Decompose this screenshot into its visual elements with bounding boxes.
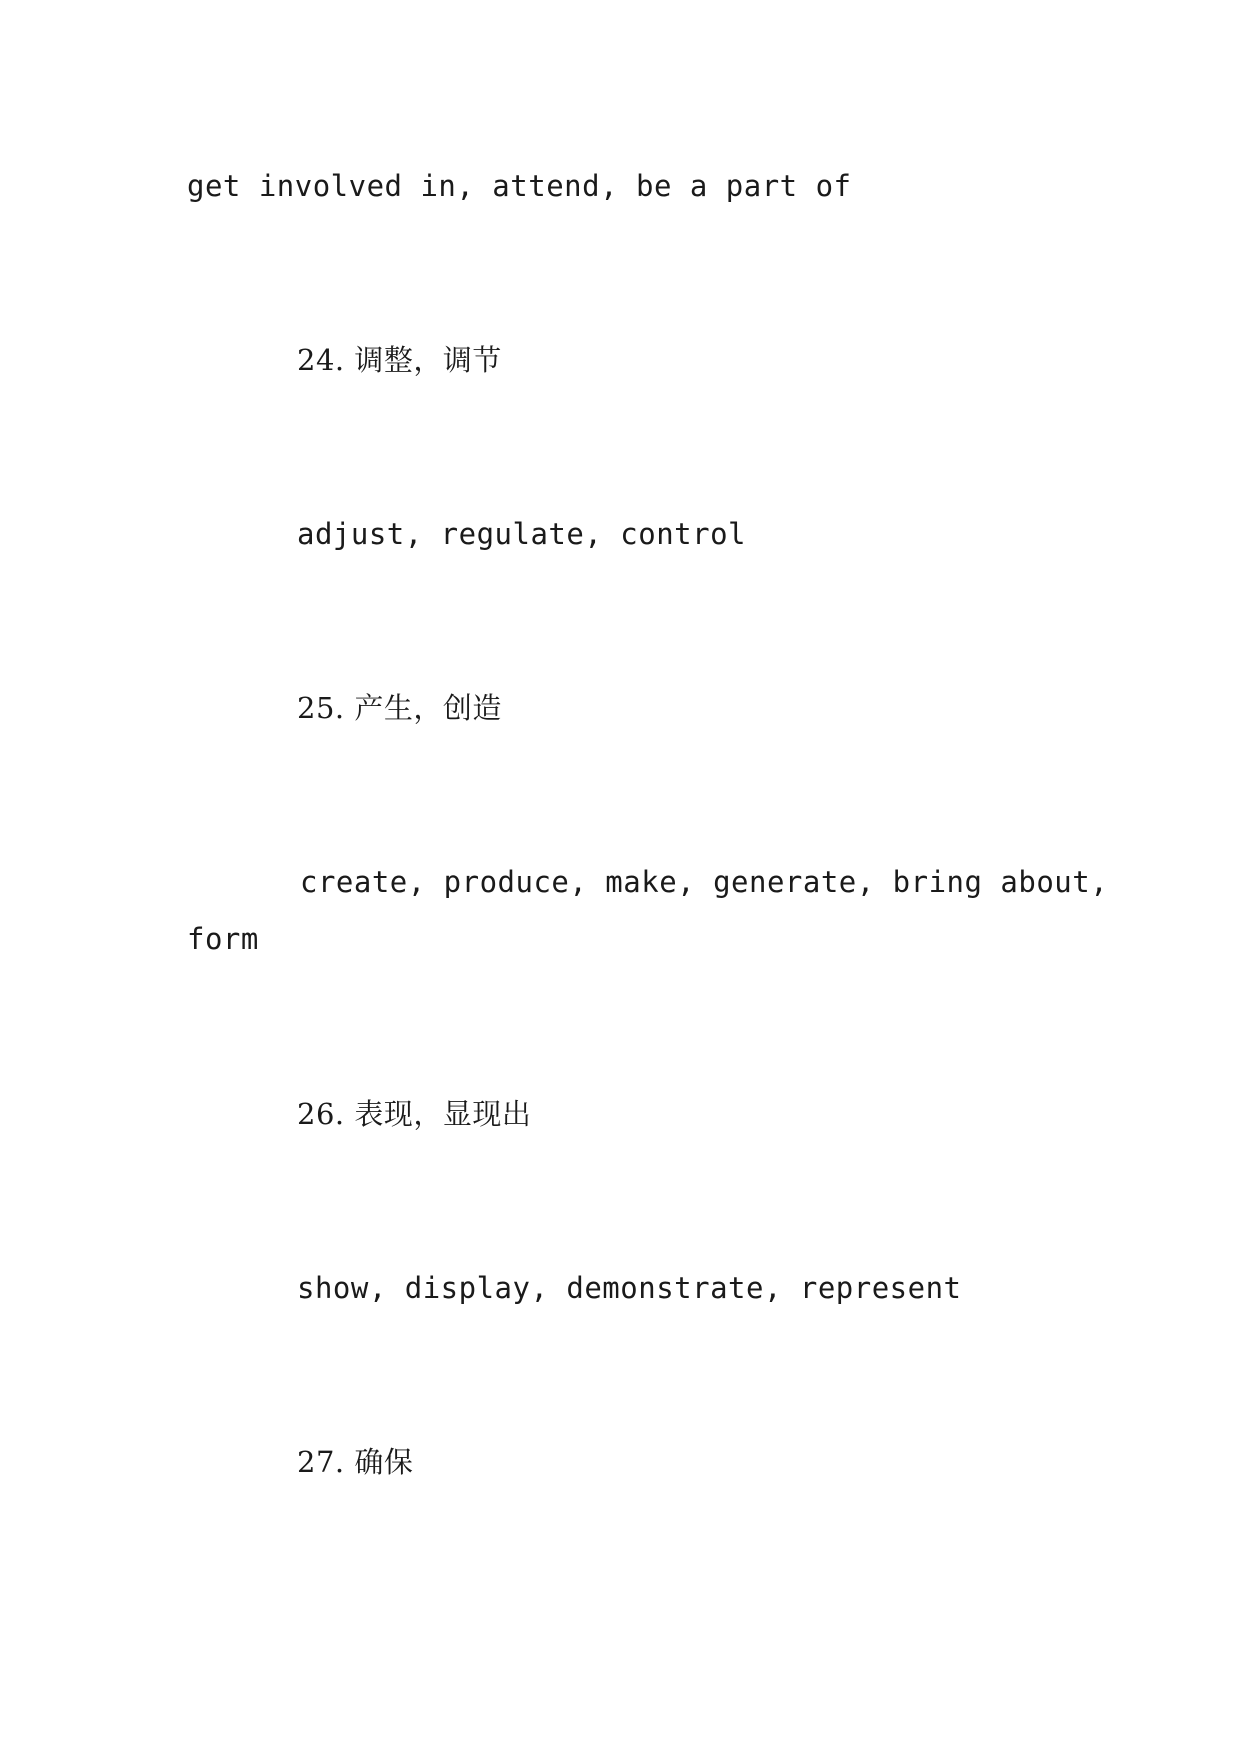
synonym-line: create, produce, make, generate, bring about, [300,865,1109,899]
synonym-line-continued: form [187,922,259,956]
entry-heading-25: 25. 产生，创造 [297,691,502,725]
synonym-line: get involved in, attend, be a part of [187,169,852,203]
synonym-line: show, display, demonstrate, represent [297,1271,962,1305]
entry-heading-27: 27. 确保 [297,1445,414,1479]
synonym-line: adjust, regulate, control [297,517,746,551]
entry-heading-24: 24. 调整，调节 [297,343,502,377]
entry-heading-26: 26. 表现，显现出 [297,1097,532,1131]
